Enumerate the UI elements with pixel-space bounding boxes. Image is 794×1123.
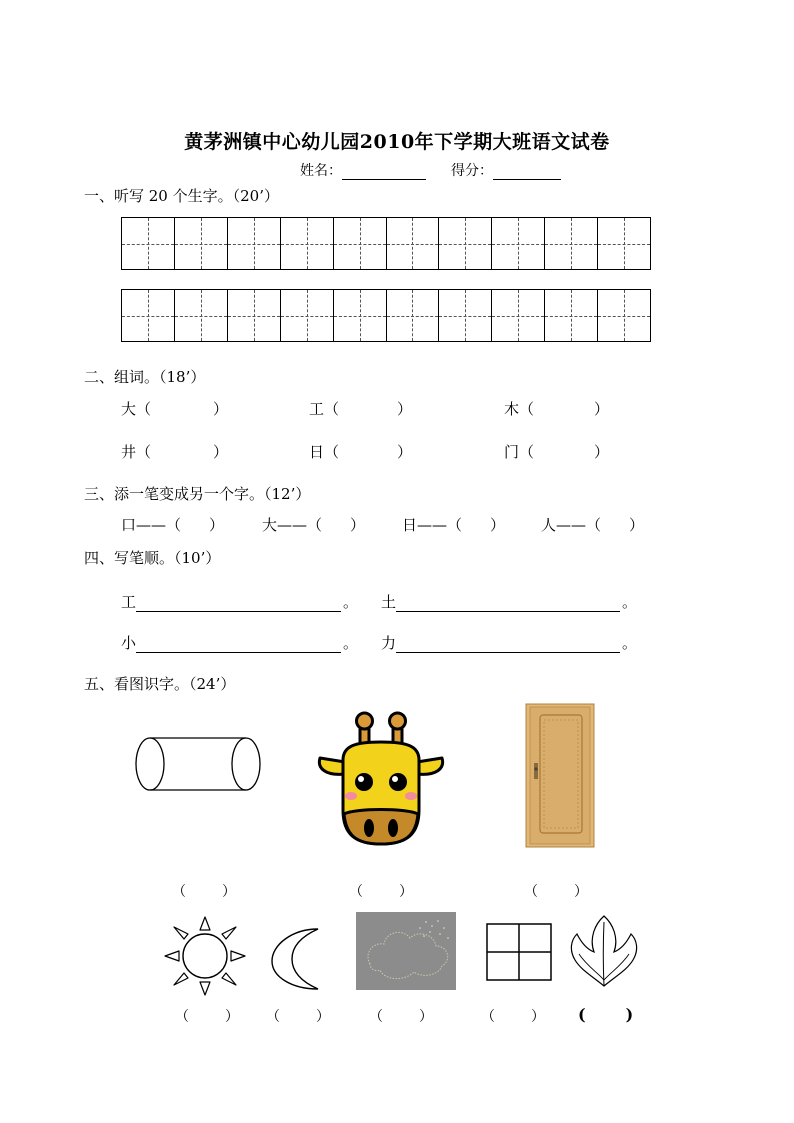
grid-cell[interactable] [228,218,281,269]
section-1-heading: 一、听写 20 个生字。（20’） [84,187,279,205]
student-name: 姓名： [300,160,426,180]
grid-cell[interactable] [281,290,334,341]
tianbi-item[interactable]: 口——（ ） [121,516,225,534]
answer-blank[interactable]: （ ） [349,884,413,900]
writing-grid-row-2[interactable] [121,289,651,342]
bishun-item[interactable]: 土 。 [381,593,638,611]
leaf-icon [567,914,641,990]
zuci-item[interactable]: 木（ ） [504,400,610,418]
bishun-line[interactable] [136,595,341,612]
grid-cell[interactable] [175,290,228,341]
grid-cell[interactable] [175,218,228,269]
answer-blank[interactable]: （ ） [175,1009,239,1025]
section-4-heading: 四、写笔顺。（10’） [84,549,221,567]
grid-cell[interactable] [598,218,650,269]
tianbi-item[interactable]: 人——（ ） [541,516,645,534]
name-blank[interactable] [342,165,426,180]
grid-cell[interactable] [281,218,334,269]
bishun-line[interactable] [136,636,341,653]
section-3-heading: 三、添一笔变成另一个字。（12’） [84,485,311,503]
zuci-item[interactable]: 大（ ） [121,400,229,418]
zuci-item[interactable]: 日（ ） [309,443,413,461]
field-icon [486,923,552,981]
bishun-line[interactable] [396,595,620,612]
answer-blank[interactable]: ( ) [578,1005,634,1024]
bishun-line[interactable] [396,636,620,653]
grid-cell[interactable] [439,218,492,269]
grid-cell[interactable] [122,218,175,269]
grid-cell[interactable] [439,290,492,341]
section-5-heading: 五、看图识字。（24’） [84,675,236,693]
answer-blank[interactable]: （ ） [172,884,236,900]
zuci-item[interactable]: 门（ ） [504,443,610,461]
score-blank[interactable] [493,165,561,180]
grid-cell[interactable] [598,290,650,341]
tianbi-item[interactable]: 日——（ ） [402,516,506,534]
bishun-item[interactable]: 工 。 [121,593,359,611]
grid-cell[interactable] [334,290,387,341]
zuci-item[interactable]: 工（ ） [309,400,413,418]
answer-blank[interactable]: （ ） [524,884,588,900]
door-icon [525,703,595,848]
grid-cell[interactable] [545,218,598,269]
grid-cell[interactable] [492,218,545,269]
grid-cell[interactable] [122,290,175,341]
page-title: 黄茅洲镇中心幼儿园2010年下学期大班语文试卷 [184,131,610,153]
grid-cell[interactable] [334,218,387,269]
sun-icon [162,915,248,997]
bishun-item[interactable]: 小 。 [121,634,359,652]
answer-blank[interactable]: （ ） [266,1009,330,1025]
writing-grid-row-1[interactable] [121,217,651,270]
cylinder-icon [134,734,264,794]
zuci-item[interactable]: 井（ ） [121,443,229,461]
grid-cell[interactable] [492,290,545,341]
giraffe-icon [315,710,447,850]
answer-blank[interactable]: （ ） [369,1009,433,1025]
student-score: 得分： [451,160,561,180]
section-2-heading: 二、组词。（18’） [84,368,206,386]
bishun-item[interactable]: 力 。 [381,634,638,652]
grid-cell[interactable] [545,290,598,341]
grid-cell[interactable] [387,290,440,341]
moon-icon [266,925,326,993]
cloud-icon [356,912,456,990]
answer-blank[interactable]: （ ） [481,1009,545,1025]
tianbi-item[interactable]: 大——（ ） [262,516,366,534]
grid-cell[interactable] [228,290,281,341]
grid-cell[interactable] [387,218,440,269]
